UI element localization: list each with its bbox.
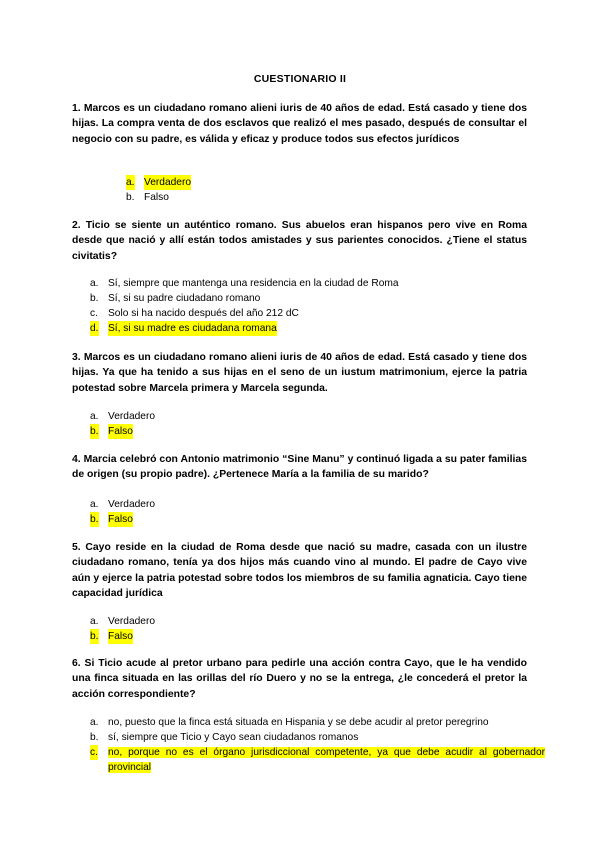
option-text: Falso: [108, 426, 133, 437]
option-text: Sí, si su padre ciudadano romano: [108, 293, 261, 304]
option-letter: b.: [90, 514, 99, 525]
option-text: Verdadero: [108, 411, 156, 422]
option-text: no, porque no es el órgano jurisdiccional competente, ya que debe acudir al gobernador provincial: [108, 747, 545, 773]
option-letter: b.: [90, 293, 99, 304]
question-4: 4. Marcia celebró con Antonio matrimonio “Sine Manu” y continuó ligada a su pater familias de origen (su propio padre). ¿Pertenece María a la familia de su marido?: [72, 454, 527, 481]
option-text: Falso: [108, 514, 133, 525]
question-5-options: [90, 614, 390, 644]
option-letter: a.: [126, 177, 135, 188]
option-2b: [90, 291, 527, 306]
option-text: Solo si ha nacido después del año 212 dC: [108, 308, 299, 319]
option-letter: a.: [90, 499, 99, 510]
option-4b: [90, 512, 390, 527]
option-text: Falso: [108, 631, 133, 642]
option-1a: [126, 175, 426, 190]
option-4a: [90, 497, 390, 512]
option-3b: [90, 424, 390, 439]
option-text: Sí, siempre que mantenga una residencia en la ciudad de Roma: [108, 278, 399, 289]
option-text: Falso: [144, 192, 169, 203]
question-1-options: [126, 175, 426, 205]
question-3: 3. Marcos es un ciudadano romano alieni iuris de 40 años de edad. Está casado y tiene dos hijas. Ya que ha tenido a sus hijas en el seno de un iustum matrimonium, ejerce la patria potestad sobre Marcela primera y Marcela segunda.: [72, 352, 527, 394]
question-1: 1. Marcos es un ciudadano romano alieni iuris de 40 años de edad. Está casado y tiene dos hijas. La compra venta de dos esclavos que realizó el mes pasado, después de consultar el negocio con su padre, es válida y eficaz y produce todos sus efectos jurídicos: [72, 103, 527, 145]
option-letter: a.: [90, 717, 99, 728]
option-letter: a.: [90, 616, 99, 627]
option-text: Verdadero: [108, 499, 156, 510]
option-text-wrapper: [108, 745, 545, 775]
option-letter: c.: [90, 308, 98, 319]
question-2: 2. Ticio se siente un auténtico romano. Sus abuelos eran hispanos pero vive en Roma desde que nació y allí están todos amistades y sus parientes conocidos. ¿Tiene el status civitatis?: [72, 220, 527, 262]
question-6: 6. Si Ticio acude al pretor urbano para pedirle una acción contra Cayo, que le ha vendido una finca situada en las orillas del río Duero y no se la entrega, ¿le concederá el pretor la acción correspondiente?: [72, 658, 527, 700]
option-5a: [90, 614, 390, 629]
question-5: 5. Cayo reside en la ciudad de Roma desde que nació su madre, casada con un ilustre ciudadano romano, tenía ya dos hijos más cuando vino al mundo. El padre de Cayo vive aún y ejerce la patria potestad sobre todos los miembros de su familia agnaticia. Cayo tiene capacidad jurídica: [72, 542, 527, 599]
option-text: sí, siempre que Ticio y Cayo sean ciudadanos romanos: [108, 732, 359, 743]
question-3-options: [90, 409, 390, 439]
option-1b: [126, 190, 426, 205]
option-text: Verdadero: [108, 616, 156, 627]
option-letter: a.: [90, 411, 99, 422]
option-2c: [90, 306, 527, 321]
option-letter: a.: [90, 278, 99, 289]
option-text: Verdadero: [144, 177, 192, 188]
option-letter: b.: [126, 192, 135, 203]
option-letter: b.: [90, 732, 99, 743]
question-4-options: [90, 497, 390, 527]
option-text: Sí, si su madre es ciudadana romana: [108, 323, 277, 334]
question-6-options: [90, 715, 545, 775]
option-letter: c.: [90, 747, 98, 758]
option-6b: [90, 730, 545, 745]
option-letter: d.: [90, 323, 99, 334]
option-6c: [90, 745, 545, 775]
option-letter: b.: [90, 426, 99, 437]
document-title: CUESTIONARIO II: [253, 73, 347, 85]
question-2-options: [90, 276, 527, 336]
option-letter: b.: [90, 631, 99, 642]
option-3a: [90, 409, 390, 424]
option-2d: [90, 321, 527, 336]
option-2a: [90, 276, 527, 291]
option-text: no, puesto que la finca está situada en Hispania y se debe acudir al pretor peregrino: [108, 717, 489, 728]
option-6a: [90, 715, 545, 730]
option-5b: [90, 629, 390, 644]
